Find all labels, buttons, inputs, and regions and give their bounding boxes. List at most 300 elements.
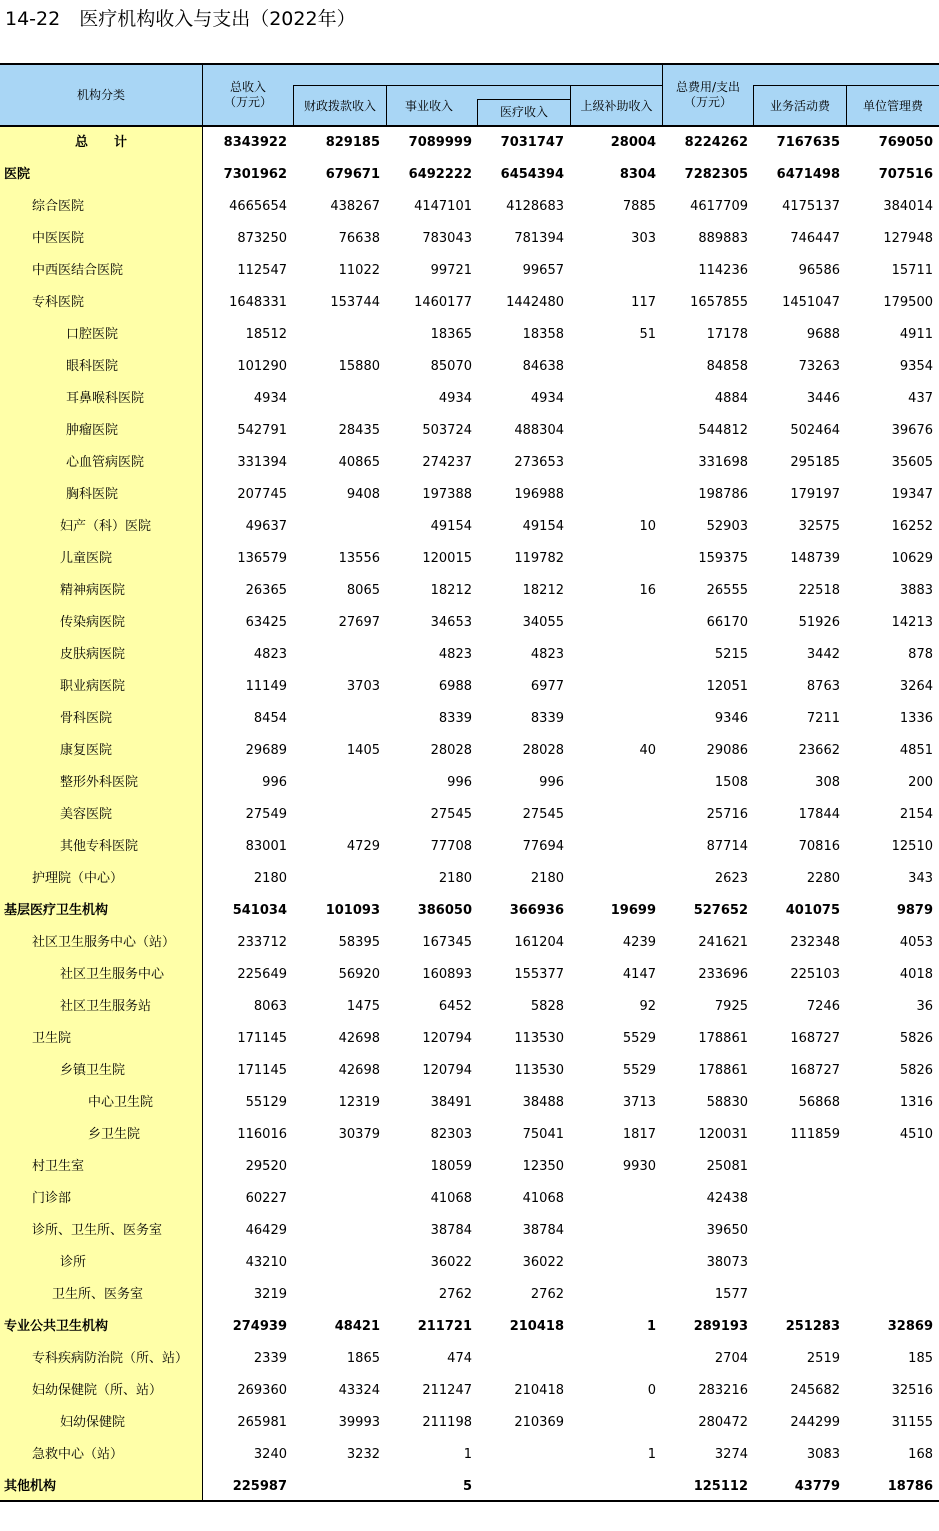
row-value: 366936 [509, 903, 564, 918]
row-value: 2623 [714, 871, 748, 886]
row-value: 1 [647, 1447, 656, 1462]
row-label: 肿瘤医院 [66, 423, 119, 438]
row-label: 村卫生室 [32, 1159, 85, 1174]
row-value: 39676 [891, 423, 933, 438]
row-value: 101290 [237, 359, 287, 374]
row-label: 心血管病医院 [66, 455, 145, 470]
row-value: 295185 [790, 455, 840, 470]
row-value: 4934 [253, 391, 287, 406]
row-label: 专科医院 [32, 295, 85, 310]
row-value: 3713 [622, 1095, 656, 1110]
table-row [0, 223, 939, 255]
row-value: 707516 [878, 167, 933, 182]
row-value: 502464 [790, 423, 840, 438]
row-value: 5529 [622, 1031, 656, 1046]
row-value: 9879 [896, 903, 933, 918]
row-value: 8224262 [684, 135, 748, 150]
row-value: 783043 [422, 231, 472, 246]
row-value: 541034 [232, 903, 287, 918]
row-value: 3264 [899, 679, 933, 694]
row-value: 85070 [430, 359, 472, 374]
row-value: 63425 [245, 615, 287, 630]
row-value: 4934 [438, 391, 472, 406]
row-value: 15880 [338, 359, 380, 374]
row-value: 41068 [430, 1191, 472, 1206]
table-row [0, 351, 939, 383]
row-value: 303 [631, 231, 656, 246]
header-divider [202, 65, 203, 125]
table-row [0, 799, 939, 831]
row-value: 19347 [891, 487, 933, 502]
row-value: 197388 [422, 487, 472, 502]
row-value: 996 [447, 775, 472, 790]
table-row [0, 1471, 939, 1503]
row-value: 3232 [346, 1447, 380, 1462]
row-value: 527652 [693, 903, 748, 918]
table-row [0, 543, 939, 575]
row-value: 34055 [522, 615, 564, 630]
header-activity: 业务活动费 [769, 98, 830, 113]
row-value: 1 [463, 1447, 472, 1462]
row-value: 168727 [790, 1031, 840, 1046]
table-row [0, 575, 939, 607]
row-value: 8763 [806, 679, 840, 694]
table-row [0, 959, 939, 991]
row-value: 13556 [338, 551, 380, 566]
row-value: 40 [639, 743, 656, 758]
table-row [0, 479, 939, 511]
row-value: 99657 [522, 263, 564, 278]
table-body [0, 127, 939, 1503]
row-value: 9346 [714, 711, 748, 726]
row-value: 474 [447, 1351, 472, 1366]
row-value: 168 [908, 1447, 933, 1462]
row-value: 1817 [622, 1127, 656, 1142]
row-value: 5529 [622, 1063, 656, 1078]
row-value: 27545 [522, 807, 564, 822]
row-value: 112547 [237, 263, 287, 278]
row-value: 48421 [334, 1319, 380, 1334]
row-label: 妇幼保健院（所、站） [32, 1383, 163, 1398]
table-row [0, 767, 939, 799]
header-total-income [203, 77, 293, 113]
row-value: 4175137 [782, 199, 840, 214]
row-value: 101093 [325, 903, 380, 918]
row-label: 门诊部 [32, 1191, 72, 1206]
row-value: 117 [631, 295, 656, 310]
row-value: 273653 [514, 455, 564, 470]
row-value: 4128683 [506, 199, 564, 214]
row-value: 211198 [422, 1415, 472, 1430]
row-value: 289193 [693, 1319, 748, 1334]
row-value: 210418 [514, 1383, 564, 1398]
row-value: 11149 [245, 679, 287, 694]
row-value: 18786 [887, 1479, 933, 1494]
row-value: 343 [908, 871, 933, 886]
row-value: 6454394 [500, 167, 564, 182]
row-label: 中西医结合医院 [32, 263, 124, 278]
row-value: 28004 [610, 135, 656, 150]
header-superior: 上级补助收入 [580, 98, 653, 113]
row-value: 27545 [430, 807, 472, 822]
page-title: 14-22 医疗机构收入与支出（2022年） [5, 8, 356, 30]
row-value: 19699 [610, 903, 656, 918]
row-value: 4884 [714, 391, 748, 406]
row-value: 274237 [422, 455, 472, 470]
table-row [0, 1439, 939, 1471]
table-bottom-rule [0, 1500, 939, 1502]
header-fiscal: 财政拨款收入 [303, 98, 376, 113]
row-value: 58395 [338, 935, 380, 950]
header-total-income-label: 总收入 [229, 80, 266, 94]
row-value: 331698 [698, 455, 748, 470]
row-value: 36022 [522, 1255, 564, 1270]
row-value: 8343922 [223, 135, 287, 150]
row-value: 42438 [706, 1191, 748, 1206]
row-value: 10629 [891, 551, 933, 566]
row-value: 41068 [522, 1191, 564, 1206]
table-row [0, 991, 939, 1023]
row-label: 中心卫生院 [88, 1095, 154, 1110]
table-row [0, 607, 939, 639]
row-label: 社区卫生服务中心 [60, 967, 165, 982]
row-value: 4823 [253, 647, 287, 662]
row-value: 3446 [806, 391, 840, 406]
row-value: 2180 [530, 871, 564, 886]
row-value: 9930 [622, 1159, 656, 1174]
table-row [0, 1055, 939, 1087]
row-value: 120794 [422, 1031, 472, 1046]
row-label: 皮肤病医院 [60, 647, 126, 662]
row-value: 18212 [522, 583, 564, 598]
table-row [0, 863, 939, 895]
row-value: 38784 [522, 1223, 564, 1238]
table-row [0, 639, 939, 671]
row-value: 35605 [891, 455, 933, 470]
row-value: 171145 [237, 1063, 287, 1078]
row-value: 14213 [891, 615, 933, 630]
row-value: 92 [639, 999, 656, 1014]
row-label: 基层医疗卫生机构 [4, 903, 109, 918]
row-value: 4147101 [414, 199, 472, 214]
row-value: 168727 [790, 1063, 840, 1078]
row-value: 10 [639, 519, 656, 534]
row-value: 12319 [338, 1095, 380, 1110]
row-value: 42698 [338, 1063, 380, 1078]
row-value: 16252 [891, 519, 933, 534]
row-value: 1405 [346, 743, 380, 758]
row-value: 113530 [514, 1031, 564, 1046]
table-row [0, 1247, 939, 1279]
row-label: 口腔医院 [66, 327, 119, 342]
row-value: 49637 [245, 519, 287, 534]
row-label: 社区卫生服务中心（站） [32, 935, 176, 950]
row-value: 77708 [430, 839, 472, 854]
row-value: 11022 [338, 263, 380, 278]
table-row [0, 1023, 939, 1055]
row-value: 38073 [706, 1255, 748, 1270]
row-value: 18212 [430, 583, 472, 598]
header-business: 事业收入 [405, 98, 454, 113]
row-label: 专业公共卫生机构 [4, 1319, 109, 1334]
table-row [0, 895, 939, 927]
row-value: 233712 [237, 935, 287, 950]
row-value: 7885 [622, 199, 656, 214]
header-divider [846, 85, 847, 125]
row-value: 51926 [798, 615, 840, 630]
row-value: 26365 [245, 583, 287, 598]
table-row [0, 735, 939, 767]
row-value: 1 [646, 1319, 656, 1334]
row-value: 211721 [417, 1319, 472, 1334]
row-label: 儿童医院 [60, 551, 113, 566]
row-value: 36022 [430, 1255, 472, 1270]
row-value: 1577 [714, 1287, 748, 1302]
row-label: 综合医院 [32, 199, 85, 214]
row-value: 29520 [245, 1159, 287, 1174]
row-label: 专科疾病防治院（所、站） [32, 1351, 189, 1366]
row-value: 179500 [883, 295, 933, 310]
row-label: 卫生所、医务室 [52, 1287, 144, 1302]
row-label: 职业病医院 [60, 679, 126, 694]
row-value: 1451047 [782, 295, 840, 310]
row-value: 27549 [245, 807, 287, 822]
row-value: 245682 [790, 1383, 840, 1398]
row-value: 75041 [522, 1127, 564, 1142]
row-value: 28028 [522, 743, 564, 758]
table-header [0, 63, 939, 127]
row-value: 2180 [253, 871, 287, 886]
row-value: 39650 [706, 1223, 748, 1238]
header-divider [570, 85, 571, 125]
row-label: 其他专科医院 [60, 839, 139, 854]
row-value: 52903 [706, 519, 748, 534]
header-total-expense-unit: （万元） [683, 95, 732, 109]
row-value: 233696 [698, 967, 748, 982]
row-value: 6492222 [408, 167, 472, 182]
row-value: 3219 [253, 1287, 287, 1302]
table-row [0, 511, 939, 543]
row-value: 3883 [899, 583, 933, 598]
row-value: 8339 [438, 711, 472, 726]
row-value: 83001 [245, 839, 287, 854]
row-value: 2154 [899, 807, 933, 822]
row-value: 232348 [790, 935, 840, 950]
row-value: 49154 [522, 519, 564, 534]
row-label: 社区卫生服务站 [60, 999, 152, 1014]
row-value: 2339 [253, 1351, 287, 1366]
row-value: 437 [908, 391, 933, 406]
row-value: 3083 [806, 1447, 840, 1462]
table-row [0, 703, 939, 735]
row-value: 56920 [338, 967, 380, 982]
row-label: 妇幼保健院 [60, 1415, 126, 1430]
row-value: 25081 [706, 1159, 748, 1174]
row-value: 1475 [346, 999, 380, 1014]
row-value: 1460177 [414, 295, 472, 310]
row-value: 167345 [422, 935, 472, 950]
row-label: 胸科医院 [66, 487, 119, 502]
row-value: 1657855 [690, 295, 748, 310]
row-value: 77694 [522, 839, 564, 854]
row-value: 116016 [237, 1127, 287, 1142]
row-value: 28028 [430, 743, 472, 758]
row-value: 43779 [794, 1479, 840, 1494]
row-label: 急救中心（站） [32, 1447, 124, 1462]
row-value: 55129 [245, 1095, 287, 1110]
row-value: 2280 [806, 871, 840, 886]
row-label: 传染病医院 [60, 615, 126, 630]
row-value: 127948 [883, 231, 933, 246]
table-row [0, 1215, 939, 1247]
table-row [0, 1087, 939, 1119]
row-value: 12051 [706, 679, 748, 694]
row-value: 8454 [253, 711, 287, 726]
row-value: 4823 [530, 647, 564, 662]
row-value: 1442480 [506, 295, 564, 310]
row-value: 401075 [785, 903, 840, 918]
row-value: 9408 [346, 487, 380, 502]
row-value: 5828 [530, 999, 564, 1014]
table-row [0, 287, 939, 319]
row-value: 17178 [706, 327, 748, 342]
row-value: 66170 [706, 615, 748, 630]
row-value: 4510 [899, 1127, 933, 1142]
row-value: 36 [916, 999, 933, 1014]
row-value: 119782 [514, 551, 564, 566]
row-value: 251283 [785, 1319, 840, 1334]
row-value: 96586 [798, 263, 840, 278]
row-value: 4018 [899, 967, 933, 982]
row-value: 829185 [325, 135, 380, 150]
row-value: 2762 [530, 1287, 564, 1302]
row-value: 70816 [798, 839, 840, 854]
row-value: 211247 [422, 1383, 472, 1398]
table-row [0, 415, 939, 447]
row-value: 7246 [806, 999, 840, 1014]
row-value: 7031747 [500, 135, 564, 150]
row-value: 274939 [232, 1319, 287, 1334]
row-value: 241621 [698, 935, 748, 950]
row-value: 23662 [798, 743, 840, 758]
row-label: 乡镇卫生院 [60, 1063, 126, 1078]
row-value: 161204 [514, 935, 564, 950]
row-value: 769050 [878, 135, 933, 150]
table-row [0, 671, 939, 703]
row-value: 87714 [706, 839, 748, 854]
row-label: 妇产（科）医院 [60, 519, 152, 534]
row-value: 8339 [530, 711, 564, 726]
table-row [0, 1279, 939, 1311]
table-row [0, 127, 939, 159]
table-row [0, 447, 939, 479]
row-label: 其他机构 [4, 1479, 57, 1494]
row-value: 25716 [706, 807, 748, 822]
row-value: 196988 [514, 487, 564, 502]
row-value: 39993 [338, 1415, 380, 1430]
row-value: 4823 [438, 647, 472, 662]
row-value: 9354 [899, 359, 933, 374]
row-value: 746447 [790, 231, 840, 246]
row-value: 29086 [706, 743, 748, 758]
row-value: 4729 [346, 839, 380, 854]
row-value: 18365 [430, 327, 472, 342]
row-label: 康复医院 [60, 743, 113, 758]
row-value: 18059 [430, 1159, 472, 1174]
row-value: 544812 [698, 423, 748, 438]
table-row [0, 383, 939, 415]
row-value: 878 [908, 647, 933, 662]
row-value: 40865 [338, 455, 380, 470]
row-value: 185 [908, 1351, 933, 1366]
row-label: 总 计 [74, 135, 127, 150]
row-value: 30379 [338, 1127, 380, 1142]
row-value: 7089999 [408, 135, 472, 150]
row-value: 2762 [438, 1287, 472, 1302]
row-value: 73263 [798, 359, 840, 374]
row-value: 308 [815, 775, 840, 790]
table-row [0, 159, 939, 191]
header-divider [386, 85, 387, 125]
row-value: 4053 [899, 935, 933, 950]
row-value: 7211 [806, 711, 840, 726]
row-value: 9688 [806, 327, 840, 342]
row-value: 12350 [522, 1159, 564, 1174]
row-value: 113530 [514, 1063, 564, 1078]
table-row [0, 1151, 939, 1183]
table-row [0, 927, 939, 959]
row-label: 中医医院 [32, 231, 85, 246]
row-value: 114236 [698, 263, 748, 278]
row-value: 99721 [430, 263, 472, 278]
header-medical: 医疗收入 [499, 105, 548, 119]
row-value: 58830 [706, 1095, 748, 1110]
table-row [0, 255, 939, 287]
row-value: 148739 [790, 551, 840, 566]
row-value: 17844 [798, 807, 840, 822]
row-label: 整形外科医院 [60, 775, 139, 790]
row-label: 精神病医院 [60, 583, 126, 598]
row-value: 159375 [698, 551, 748, 566]
row-value: 28435 [338, 423, 380, 438]
row-value: 210418 [509, 1319, 564, 1334]
row-value: 84638 [522, 359, 564, 374]
row-value: 5826 [899, 1031, 933, 1046]
row-label: 耳鼻喉科医院 [66, 391, 145, 406]
table-row [0, 1343, 939, 1375]
row-value: 51 [639, 327, 656, 342]
row-value: 42698 [338, 1031, 380, 1046]
row-value: 16 [639, 583, 656, 598]
row-value: 4617709 [690, 199, 748, 214]
row-value: 111859 [790, 1127, 840, 1142]
row-value: 1508 [714, 775, 748, 790]
row-value: 2704 [714, 1351, 748, 1366]
row-value: 178861 [698, 1031, 748, 1046]
row-value: 60227 [245, 1191, 287, 1206]
row-value: 225987 [232, 1479, 287, 1494]
row-value: 873250 [237, 231, 287, 246]
row-value: 1316 [899, 1095, 933, 1110]
row-label: 护理院（中心） [32, 871, 124, 886]
row-label: 乡卫生院 [88, 1127, 141, 1142]
row-value: 38784 [430, 1223, 472, 1238]
row-value: 996 [262, 775, 287, 790]
row-value: 4665654 [229, 199, 287, 214]
row-value: 8304 [619, 167, 656, 182]
row-value: 160893 [422, 967, 472, 982]
row-value: 18512 [245, 327, 287, 342]
